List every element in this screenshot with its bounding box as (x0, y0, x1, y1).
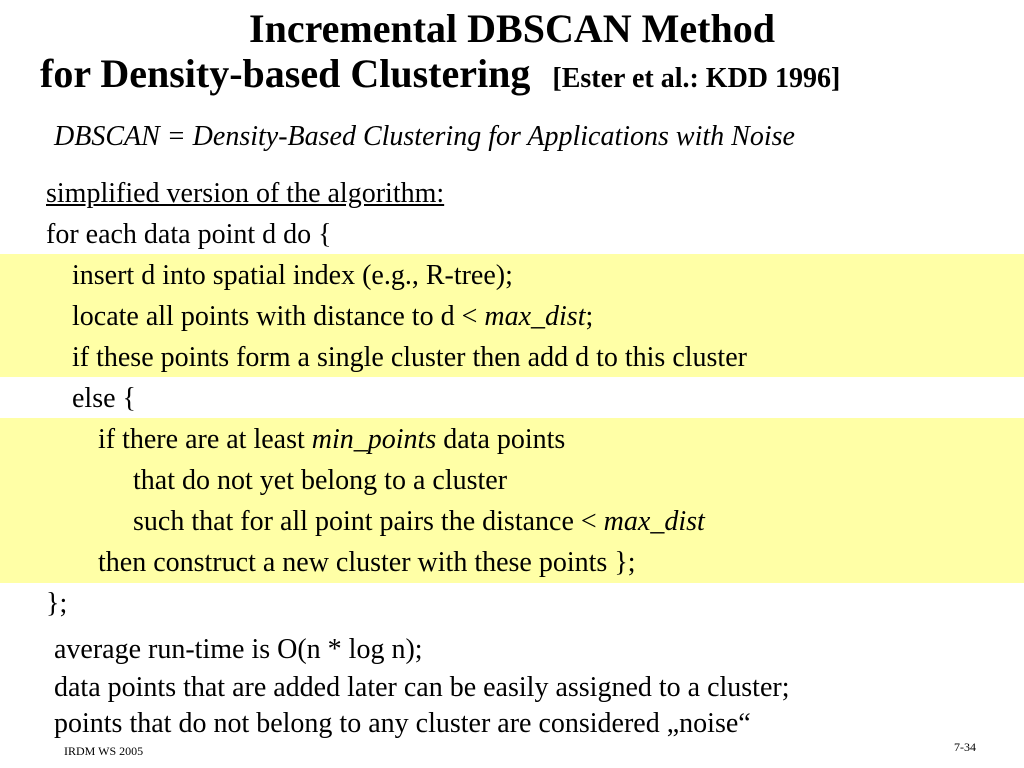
algorithm-heading: simplified version of the algorithm: (46, 178, 445, 209)
algo-locate-suffix: ; (585, 301, 594, 332)
algo-pairs-text: such that for all point pairs the distance < (133, 506, 604, 537)
subtitle: DBSCAN = Density-Based Clustering for Applications with Noise (54, 121, 795, 152)
algo-if-atleast-text: if there are at least (98, 424, 312, 455)
citation: [Ester et al.: KDD 1996] (552, 63, 841, 94)
algo-locate-text: locate all points with distance to d < (72, 301, 485, 332)
algo-pairs-var: max_dist (603, 506, 705, 537)
footer-page-number: 7-34 (954, 740, 976, 754)
algo-if-atleast (98, 422, 565, 458)
algo-insert: insert d into spatial index (e.g., R-tree); (72, 260, 513, 291)
algo-close: }; (46, 588, 68, 619)
algo-construct: then construct a new cluster with these points }; (98, 547, 636, 578)
slide-title-line1: Incremental DBSCAN Method (249, 6, 775, 51)
algo-not-belong: that do not yet belong to a cluster (133, 465, 508, 496)
algo-locate (72, 299, 593, 335)
slide-title-line2-text: for Density-based Clustering (40, 51, 531, 96)
algo-pairs (133, 504, 705, 540)
note-runtime: average run-time is O(n * log n); (54, 634, 423, 665)
algo-if-atleast-suffix: data points (436, 424, 566, 455)
algo-if-single: if these points form a single cluster then add d to this cluster (72, 342, 747, 373)
note-noise: points that do not belong to any cluster are considered „noise“ (54, 708, 751, 739)
algo-for-each: for each data point d do { (46, 219, 332, 250)
algo-locate-var: max_dist (484, 301, 586, 332)
note-added-later: data points that are added later can be easily assigned to a cluster; (54, 672, 790, 703)
footer-course: IRDM WS 2005 (64, 744, 144, 758)
algo-if-atleast-var: min_points (311, 424, 437, 455)
algo-else: else { (72, 383, 136, 414)
slide-title-line2 (40, 51, 840, 102)
